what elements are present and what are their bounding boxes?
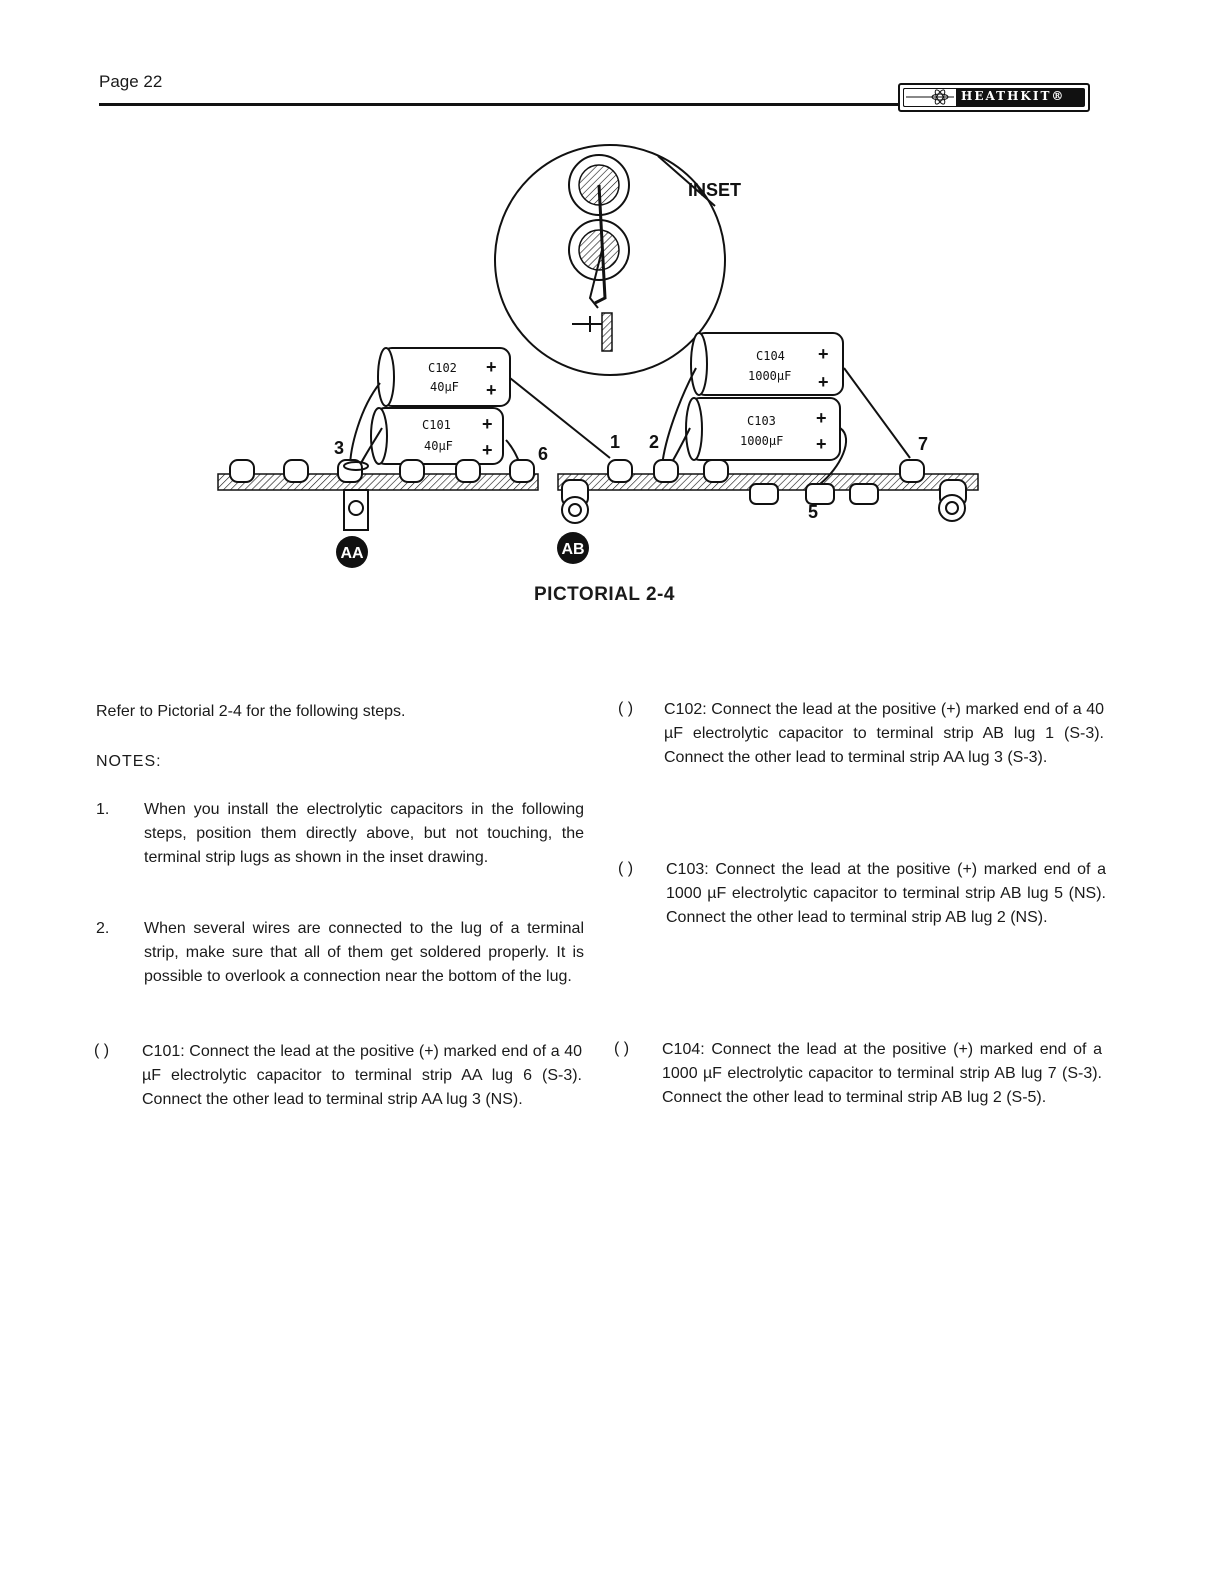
notes-heading: NOTES: bbox=[96, 753, 162, 770]
capacitor-c101 bbox=[371, 408, 503, 464]
c102-value: 40µF bbox=[430, 380, 459, 394]
terminal-strip-ab bbox=[558, 460, 978, 523]
strip-label-ab: AB bbox=[561, 541, 585, 558]
atom-logo-icon bbox=[903, 88, 957, 107]
lug-label-1: 1 bbox=[610, 432, 621, 452]
lug-label-3: 3 bbox=[334, 438, 345, 458]
step-checkbox[interactable]: ( ) bbox=[94, 1042, 110, 1059]
page-number: Page 22 bbox=[99, 72, 163, 91]
lug-label-6: 6 bbox=[538, 444, 549, 464]
c104-ref: C104 bbox=[756, 349, 785, 363]
note-number: 2. bbox=[96, 920, 110, 937]
header-rule bbox=[99, 103, 899, 106]
pictorial-diagram bbox=[210, 128, 1000, 588]
note-number: 1. bbox=[96, 801, 110, 818]
capacitor-c103 bbox=[686, 398, 840, 460]
pictorial-caption: PICTORIAL 2-4 bbox=[534, 584, 675, 605]
note-body: When you install the electrolytic capacitors in the following steps, position them directly above, but not touching, the terminal strip lugs as shown in the inset drawing. bbox=[144, 801, 584, 866]
brand-name: HEATHKIT® bbox=[961, 89, 1066, 103]
lug-label-5: 5 bbox=[808, 502, 819, 522]
step-c103: C103: Connect the lead at the positive (+) marked end of a 1000 µF electrolytic capacitor to terminal strip AB lug 5 (NS). Connect the other lead to terminal strip AB lug 2 (NS). bbox=[666, 861, 1106, 926]
step-checkbox[interactable]: ( ) bbox=[614, 1040, 630, 1057]
c101-plus-1: + bbox=[482, 414, 493, 434]
c101-ref: C101 bbox=[422, 418, 451, 432]
intro-text: Refer to Pictorial 2-4 for the following steps. bbox=[96, 703, 406, 720]
c104-value: 1000µF bbox=[748, 369, 792, 383]
c103-value: 1000µF bbox=[740, 434, 784, 448]
c101-plus-2: + bbox=[482, 440, 493, 460]
lug-label-7: 7 bbox=[918, 434, 929, 454]
strip-label-aa: AA bbox=[340, 545, 364, 562]
c102-ref: C102 bbox=[428, 361, 457, 375]
step-checkbox[interactable]: ( ) bbox=[618, 700, 634, 717]
terminal-strip-aa bbox=[218, 460, 538, 530]
step-c101: C101: Connect the lead at the positive (+) marked end of a 40 µF electrolytic capacitor to terminal strip AA lug 6 (S-3). Connect the other lead to terminal strip AA lug 3 (NS). bbox=[142, 1043, 582, 1108]
c104-plus-1: + bbox=[818, 344, 829, 364]
step-checkbox[interactable]: ( ) bbox=[618, 860, 634, 877]
strip-badge-ab bbox=[557, 532, 589, 564]
c104-plus-2: + bbox=[818, 372, 829, 392]
lug-label-2: 2 bbox=[649, 432, 660, 452]
heathkit-logo bbox=[898, 83, 1090, 112]
c103-plus-1: + bbox=[816, 408, 827, 428]
strip-badge-aa bbox=[336, 536, 368, 568]
note-body: When several wires are connected to the lug of a terminal strip, make sure that all of them get soldered properly. It is possible to overlook a connection near the bottom of the lug. bbox=[144, 920, 584, 985]
step-c102: C102: Connect the lead at the positive (+) marked end of a 40 µF electrolytic capacitor to terminal strip AB lug 1 (S-3). Connect the other lead to terminal strip AA lug 3 (S-3). bbox=[664, 701, 1104, 766]
capacitor-c104 bbox=[691, 333, 843, 395]
c102-plus-1: + bbox=[486, 357, 497, 377]
c102-plus-2: + bbox=[486, 380, 497, 400]
capacitor-c102 bbox=[378, 348, 510, 406]
c103-ref: C103 bbox=[747, 414, 776, 428]
c101-value: 40µF bbox=[424, 439, 453, 453]
c103-plus-2: + bbox=[816, 434, 827, 454]
inset-label: INSET bbox=[688, 180, 742, 200]
step-c104: C104: Connect the lead at the positive (+) marked end of a 1000 µF electrolytic capacitor to terminal strip AB lug 7 (S-3). Connect the other lead to terminal strip AB lug 2 (S-5). bbox=[662, 1041, 1102, 1106]
